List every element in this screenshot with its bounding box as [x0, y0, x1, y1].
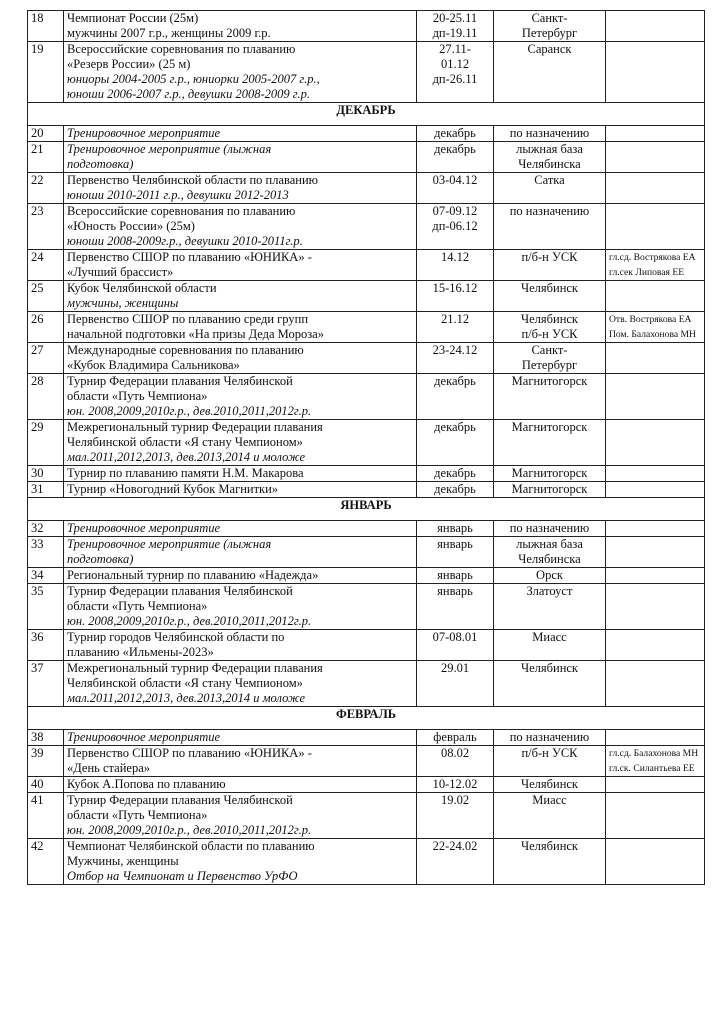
event-number: 28	[28, 374, 64, 420]
event-name-line: «Кубок Владимира Сальникова»	[67, 358, 240, 372]
event-place-cell	[494, 584, 606, 630]
event-date-line: январь	[437, 537, 473, 551]
event-place-cell	[494, 521, 606, 537]
event-place-cell	[494, 343, 606, 374]
event-date-cell	[417, 142, 494, 173]
event-name-line: Всероссийские соревнования по плаванию	[67, 42, 296, 56]
responsible-cell	[606, 568, 705, 584]
event-number: 26	[28, 312, 64, 343]
event-place-line: лыжная база	[516, 142, 583, 156]
event-name-cell	[64, 126, 417, 142]
table-row	[28, 11, 705, 42]
event-number: 31	[28, 482, 64, 498]
event-date-line: 19.02	[440, 793, 470, 807]
event-date-cell	[417, 374, 494, 420]
responsible-cell	[606, 420, 705, 466]
event-date-cell	[417, 420, 494, 466]
responsible-person: гл.сек Липовая ЕЕ	[609, 267, 685, 278]
event-place-line: Сатка	[534, 173, 565, 187]
table-row	[28, 482, 705, 498]
responsible-cell	[606, 466, 705, 482]
responsible-cell	[606, 777, 705, 793]
event-date-line: 15-16.12	[432, 281, 478, 295]
event-name-line: Первенство СШОР по плаванию среди групп	[67, 312, 309, 326]
responsible-cell	[606, 374, 705, 420]
event-date-line: дп-06.12	[432, 219, 478, 233]
event-name-cell	[64, 466, 417, 482]
event-participants-line: подготовка)	[67, 157, 134, 171]
table-row	[28, 521, 705, 537]
event-name-line: Турнир Федерации плавания Челябинской	[67, 374, 293, 388]
table-row	[28, 584, 705, 630]
event-place-cell	[494, 482, 606, 498]
event-place-cell	[494, 142, 606, 173]
event-place-line: Магнитогорск	[511, 374, 588, 388]
responsible-cell	[606, 793, 705, 839]
event-number: 20	[28, 126, 64, 142]
event-place-cell	[494, 793, 606, 839]
event-name-cell	[64, 730, 417, 746]
event-date-cell	[417, 630, 494, 661]
table-row	[28, 126, 705, 142]
responsible-person: гл.сд. Вострякова ЕА	[609, 252, 696, 263]
event-date-cell	[417, 312, 494, 343]
event-name-cell	[64, 521, 417, 537]
event-place-line: Челябинск	[520, 661, 579, 675]
event-name-cell	[64, 343, 417, 374]
table-row	[28, 537, 705, 568]
responsible-cell	[606, 173, 705, 204]
table-row	[28, 312, 705, 343]
event-date-cell	[417, 250, 494, 281]
event-place-line: Магнитогорск	[511, 420, 588, 434]
event-name-cell	[64, 250, 417, 281]
month-heading: ДЕКАБРЬ	[28, 103, 705, 126]
event-name-cell	[64, 746, 417, 777]
table-row	[28, 250, 705, 281]
event-number: 19	[28, 42, 64, 103]
event-date-line: 22-24.02	[432, 839, 478, 853]
event-number: 40	[28, 777, 64, 793]
event-name-cell	[64, 537, 417, 568]
table-row	[28, 661, 705, 707]
event-name-line: Чемпионат России (25м)	[67, 11, 199, 25]
event-name-line: Турнир Федерации плавания Челябинской	[67, 793, 293, 807]
event-participants-line: юн. 2008,2009,2010г.р., дев.2010,2011,2012г.р.	[67, 404, 312, 418]
event-place-cell	[494, 839, 606, 885]
event-date-line: декабрь	[434, 142, 476, 156]
event-place-line: Петербург	[521, 26, 578, 40]
event-name-cell	[64, 584, 417, 630]
event-date-cell	[417, 204, 494, 250]
event-place-line: по назначению	[509, 730, 590, 744]
responsible-cell	[606, 312, 705, 343]
event-date-cell	[417, 482, 494, 498]
responsible-person: гл.ск. Силантьева ЕЕ	[609, 763, 695, 774]
event-number: 29	[28, 420, 64, 466]
event-name-cell	[64, 42, 417, 103]
event-name-line: Межрегиональный турнир Федерации плавания	[67, 661, 323, 675]
event-number: 38	[28, 730, 64, 746]
event-name-cell	[64, 11, 417, 42]
event-name-line: Мужчины, женщины	[67, 854, 179, 868]
month-header-row	[28, 707, 705, 730]
event-place-line: Миасс	[532, 793, 567, 807]
event-place-cell	[494, 730, 606, 746]
event-place-line: п/б-н УСК	[521, 250, 578, 264]
event-number: 21	[28, 142, 64, 173]
event-date-cell	[417, 777, 494, 793]
event-number: 35	[28, 584, 64, 630]
event-participants-line: юниоры 2004-2005 г.р., юниорки 2005-2007 г.р.,	[67, 72, 320, 86]
event-participants-line: Тренировочное мероприятие (лыжная	[67, 142, 272, 156]
event-date-line: декабрь	[434, 466, 476, 480]
event-place-line: Санкт-	[531, 343, 568, 357]
event-name-cell	[64, 204, 417, 250]
event-name-cell	[64, 281, 417, 312]
event-date-cell	[417, 126, 494, 142]
event-place-line: Челябинск	[520, 839, 579, 853]
table-row	[28, 839, 705, 885]
event-date-cell	[417, 839, 494, 885]
event-number: 27	[28, 343, 64, 374]
event-participants-line: юн. 2008,2009,2010г.р., дев.2010,2011,2012г.р.	[67, 823, 312, 837]
event-name-cell	[64, 482, 417, 498]
event-participants-line: Тренировочное мероприятие (лыжная	[67, 537, 272, 551]
event-place-line: Магнитогорск	[511, 482, 588, 496]
competition-schedule-table	[27, 10, 705, 885]
event-name-cell	[64, 661, 417, 707]
table-row	[28, 630, 705, 661]
responsible-cell	[606, 839, 705, 885]
event-name-cell	[64, 839, 417, 885]
event-place-line: по назначению	[509, 204, 590, 218]
event-date-line: февраль	[433, 730, 477, 744]
event-place-line: Санкт-	[531, 11, 568, 25]
event-number: 30	[28, 466, 64, 482]
event-place-cell	[494, 661, 606, 707]
event-place-line: Миасс	[532, 630, 567, 644]
table-row	[28, 746, 705, 777]
event-place-line: Челябинск	[520, 312, 579, 326]
event-number: 24	[28, 250, 64, 281]
event-place-line: по назначению	[509, 126, 590, 140]
responsible-cell	[606, 281, 705, 312]
event-place-cell	[494, 746, 606, 777]
event-number: 18	[28, 11, 64, 42]
responsible-cell	[606, 584, 705, 630]
table-row	[28, 730, 705, 746]
event-number: 33	[28, 537, 64, 568]
responsible-cell	[606, 142, 705, 173]
responsible-cell	[606, 630, 705, 661]
event-date-cell	[417, 42, 494, 103]
event-participants-line: юноши 2008-2009г.р., девушки 2010-2011г.р.	[67, 234, 303, 248]
event-date-line: январь	[437, 584, 473, 598]
event-date-line: 01.12	[440, 57, 470, 71]
event-place-cell	[494, 630, 606, 661]
event-date-cell	[417, 466, 494, 482]
event-place-line: лыжная база	[516, 537, 583, 551]
event-name-line: «День стайера»	[67, 761, 150, 775]
responsible-cell	[606, 537, 705, 568]
event-date-line: январь	[437, 521, 473, 535]
event-place-line: п/б-н УСК	[521, 746, 578, 760]
table-row	[28, 777, 705, 793]
event-participants-line: юн. 2008,2009,2010г.р., дев.2010,2011,2012г.р.	[67, 614, 312, 628]
event-place-line: Челябинска	[518, 552, 581, 566]
table-row	[28, 142, 705, 173]
month-header-row	[28, 498, 705, 521]
event-name-line: Турнир по плаванию памяти Н.М. Макарова	[67, 466, 304, 480]
event-date-line: декабрь	[434, 482, 476, 496]
event-date-line: 29.01	[440, 661, 470, 675]
event-date-line: 27.11-	[439, 42, 471, 56]
event-date-cell	[417, 521, 494, 537]
event-place-cell	[494, 250, 606, 281]
event-place-cell	[494, 204, 606, 250]
event-name-line: плаванию «Ильмены-2023»	[67, 645, 214, 659]
event-date-cell	[417, 173, 494, 204]
table-row	[28, 42, 705, 103]
event-date-cell	[417, 584, 494, 630]
event-place-cell	[494, 312, 606, 343]
event-number: 23	[28, 204, 64, 250]
event-date-line: 21.12	[440, 312, 470, 326]
event-place-line: Магнитогорск	[511, 466, 588, 480]
event-number: 42	[28, 839, 64, 885]
event-date-cell	[417, 537, 494, 568]
event-name-cell	[64, 630, 417, 661]
event-name-line: Региональный турнир по плаванию «Надежда»	[67, 568, 319, 582]
table-row	[28, 466, 705, 482]
responsible-cell	[606, 482, 705, 498]
table-row	[28, 204, 705, 250]
event-number: 32	[28, 521, 64, 537]
event-name-line: «Резерв России» (25 м)	[67, 57, 191, 71]
event-place-line: Орск	[536, 568, 563, 582]
event-place-cell	[494, 126, 606, 142]
responsible-cell	[606, 11, 705, 42]
table-row	[28, 343, 705, 374]
table-row	[28, 793, 705, 839]
event-participants-line: юноши 2006-2007 г.р., девушки 2008-2009 г.р.	[67, 87, 310, 101]
event-name-line: мужчины 2007 г.р., женщины 2009 г.р.	[67, 26, 271, 40]
table-row	[28, 281, 705, 312]
event-number: 41	[28, 793, 64, 839]
responsible-cell	[606, 204, 705, 250]
responsible-person: Отв. Вострякова ЕА	[609, 314, 692, 325]
event-name-cell	[64, 420, 417, 466]
event-date-line: 03-04.12	[432, 173, 478, 187]
event-place-line: п/б-н УСК	[521, 327, 578, 341]
event-place-cell	[494, 42, 606, 103]
event-name-line: «Юность России» (25м)	[67, 219, 195, 233]
event-participants-line: Тренировочное мероприятие	[67, 730, 221, 744]
event-name-cell	[64, 568, 417, 584]
event-place-cell	[494, 568, 606, 584]
event-date-line: декабрь	[434, 420, 476, 434]
event-name-line: области «Путь Чемпиона»	[67, 599, 208, 613]
event-place-cell	[494, 537, 606, 568]
event-place-line: Саранск	[527, 42, 572, 56]
event-name-cell	[64, 777, 417, 793]
table-row	[28, 568, 705, 584]
event-date-line: декабрь	[434, 374, 476, 388]
responsible-cell	[606, 343, 705, 374]
event-name-cell	[64, 793, 417, 839]
event-date-line: дп-26.11	[432, 72, 478, 86]
responsible-cell	[606, 521, 705, 537]
event-name-line: Первенство Челябинской области по плаванию	[67, 173, 318, 187]
event-date-line: 07-09.12	[432, 204, 478, 218]
event-number: 34	[28, 568, 64, 584]
event-date-cell	[417, 793, 494, 839]
event-place-line: Челябинск	[520, 281, 579, 295]
event-place-cell	[494, 11, 606, 42]
event-place-cell	[494, 374, 606, 420]
event-participants-line: юноши 2010-2011 г.р., девушки 2012-2013	[67, 188, 289, 202]
event-participants-line: мужчины, женщины	[67, 296, 179, 310]
responsible-person: гл.сд. Балахонова МН	[609, 748, 699, 759]
event-name-line: Турнир городов Челябинской области по	[67, 630, 285, 644]
schedule-body	[28, 11, 705, 885]
event-participants-line: Тренировочное мероприятие	[67, 521, 221, 535]
table-row	[28, 374, 705, 420]
table-row	[28, 173, 705, 204]
event-name-line: Чемпионат Челябинской области по плаванию	[67, 839, 315, 853]
event-date-cell	[417, 730, 494, 746]
event-place-cell	[494, 281, 606, 312]
event-date-line: 14.12	[440, 250, 470, 264]
responsible-cell	[606, 42, 705, 103]
event-date-line: 23-24.12	[432, 343, 478, 357]
event-participants-line: Тренировочное мероприятие	[67, 126, 221, 140]
event-name-line: начальной подготовки «На призы Деда Мороза»	[67, 327, 324, 341]
month-heading: ЯНВАРЬ	[28, 498, 705, 521]
month-heading: ФЕВРАЛЬ	[28, 707, 705, 730]
event-place-line: Челябинск	[520, 777, 579, 791]
responsible-cell	[606, 730, 705, 746]
event-participants-line: мал.2011,2012,2013, дев.2013,2014 и моложе	[67, 691, 306, 705]
event-name-line: Всероссийские соревнования по плаванию	[67, 204, 296, 218]
responsible-person: Пом. Балахонова МН	[609, 329, 696, 340]
event-date-cell	[417, 746, 494, 777]
event-participants-line: подготовка)	[67, 552, 134, 566]
event-date-cell	[417, 568, 494, 584]
responsible-cell	[606, 661, 705, 707]
event-date-line: декабрь	[434, 126, 476, 140]
event-place-line: Челябинска	[518, 157, 581, 171]
event-name-cell	[64, 173, 417, 204]
event-place-line: Златоуст	[526, 584, 573, 598]
event-date-cell	[417, 343, 494, 374]
responsible-cell	[606, 250, 705, 281]
event-name-line: «Лучший брассист»	[67, 265, 174, 279]
event-place-cell	[494, 173, 606, 204]
event-date-line: 08.02	[440, 746, 470, 760]
event-date-line: 20-25.11	[432, 11, 478, 25]
event-number: 22	[28, 173, 64, 204]
event-name-line: области «Путь Чемпиона»	[67, 808, 208, 822]
responsible-cell	[606, 746, 705, 777]
responsible-cell	[606, 126, 705, 142]
event-number: 39	[28, 746, 64, 777]
event-date-line: дп-19.11	[432, 26, 478, 40]
event-name-line: Челябинской области «Я стану Чемпионом»	[67, 676, 303, 690]
event-name-line: Кубок А.Попова по плаванию	[67, 777, 226, 791]
event-number: 25	[28, 281, 64, 312]
event-place-cell	[494, 420, 606, 466]
event-date-cell	[417, 11, 494, 42]
event-name-cell	[64, 374, 417, 420]
event-name-line: области «Путь Чемпиона»	[67, 389, 208, 403]
event-name-line: Межрегиональный турнир Федерации плавания	[67, 420, 323, 434]
event-date-cell	[417, 281, 494, 312]
event-date-line: январь	[437, 568, 473, 582]
table-row	[28, 420, 705, 466]
event-place-cell	[494, 777, 606, 793]
event-name-line: Первенство СШОР по плаванию «ЮНИКА» -	[67, 746, 312, 760]
event-place-cell	[494, 466, 606, 482]
event-name-line: Турнир «Новогодний Кубок Магнитки»	[67, 482, 279, 496]
event-number: 37	[28, 661, 64, 707]
event-name-cell	[64, 312, 417, 343]
event-name-line: Кубок Челябинской области	[67, 281, 217, 295]
month-header-row	[28, 103, 705, 126]
event-number: 36	[28, 630, 64, 661]
event-participants-line: мал.2011,2012,2013, дев.2013,2014 и моложе	[67, 450, 306, 464]
event-name-line: Турнир Федерации плавания Челябинской	[67, 584, 293, 598]
event-name-line: Международные соревнования по плаванию	[67, 343, 304, 357]
event-name-line: Челябинской области «Я стану Чемпионом»	[67, 435, 303, 449]
event-date-line: 10-12.02	[432, 777, 478, 791]
event-place-line: Петербург	[521, 358, 578, 372]
event-name-line: Первенство СШОР по плаванию «ЮНИКА» -	[67, 250, 312, 264]
event-date-line: 07-08.01	[432, 630, 478, 644]
event-name-cell	[64, 142, 417, 173]
event-place-line: по назначению	[509, 521, 590, 535]
event-date-cell	[417, 661, 494, 707]
event-participants-line: Отбор на Чемпионат и Первенство УрФО	[67, 869, 298, 883]
